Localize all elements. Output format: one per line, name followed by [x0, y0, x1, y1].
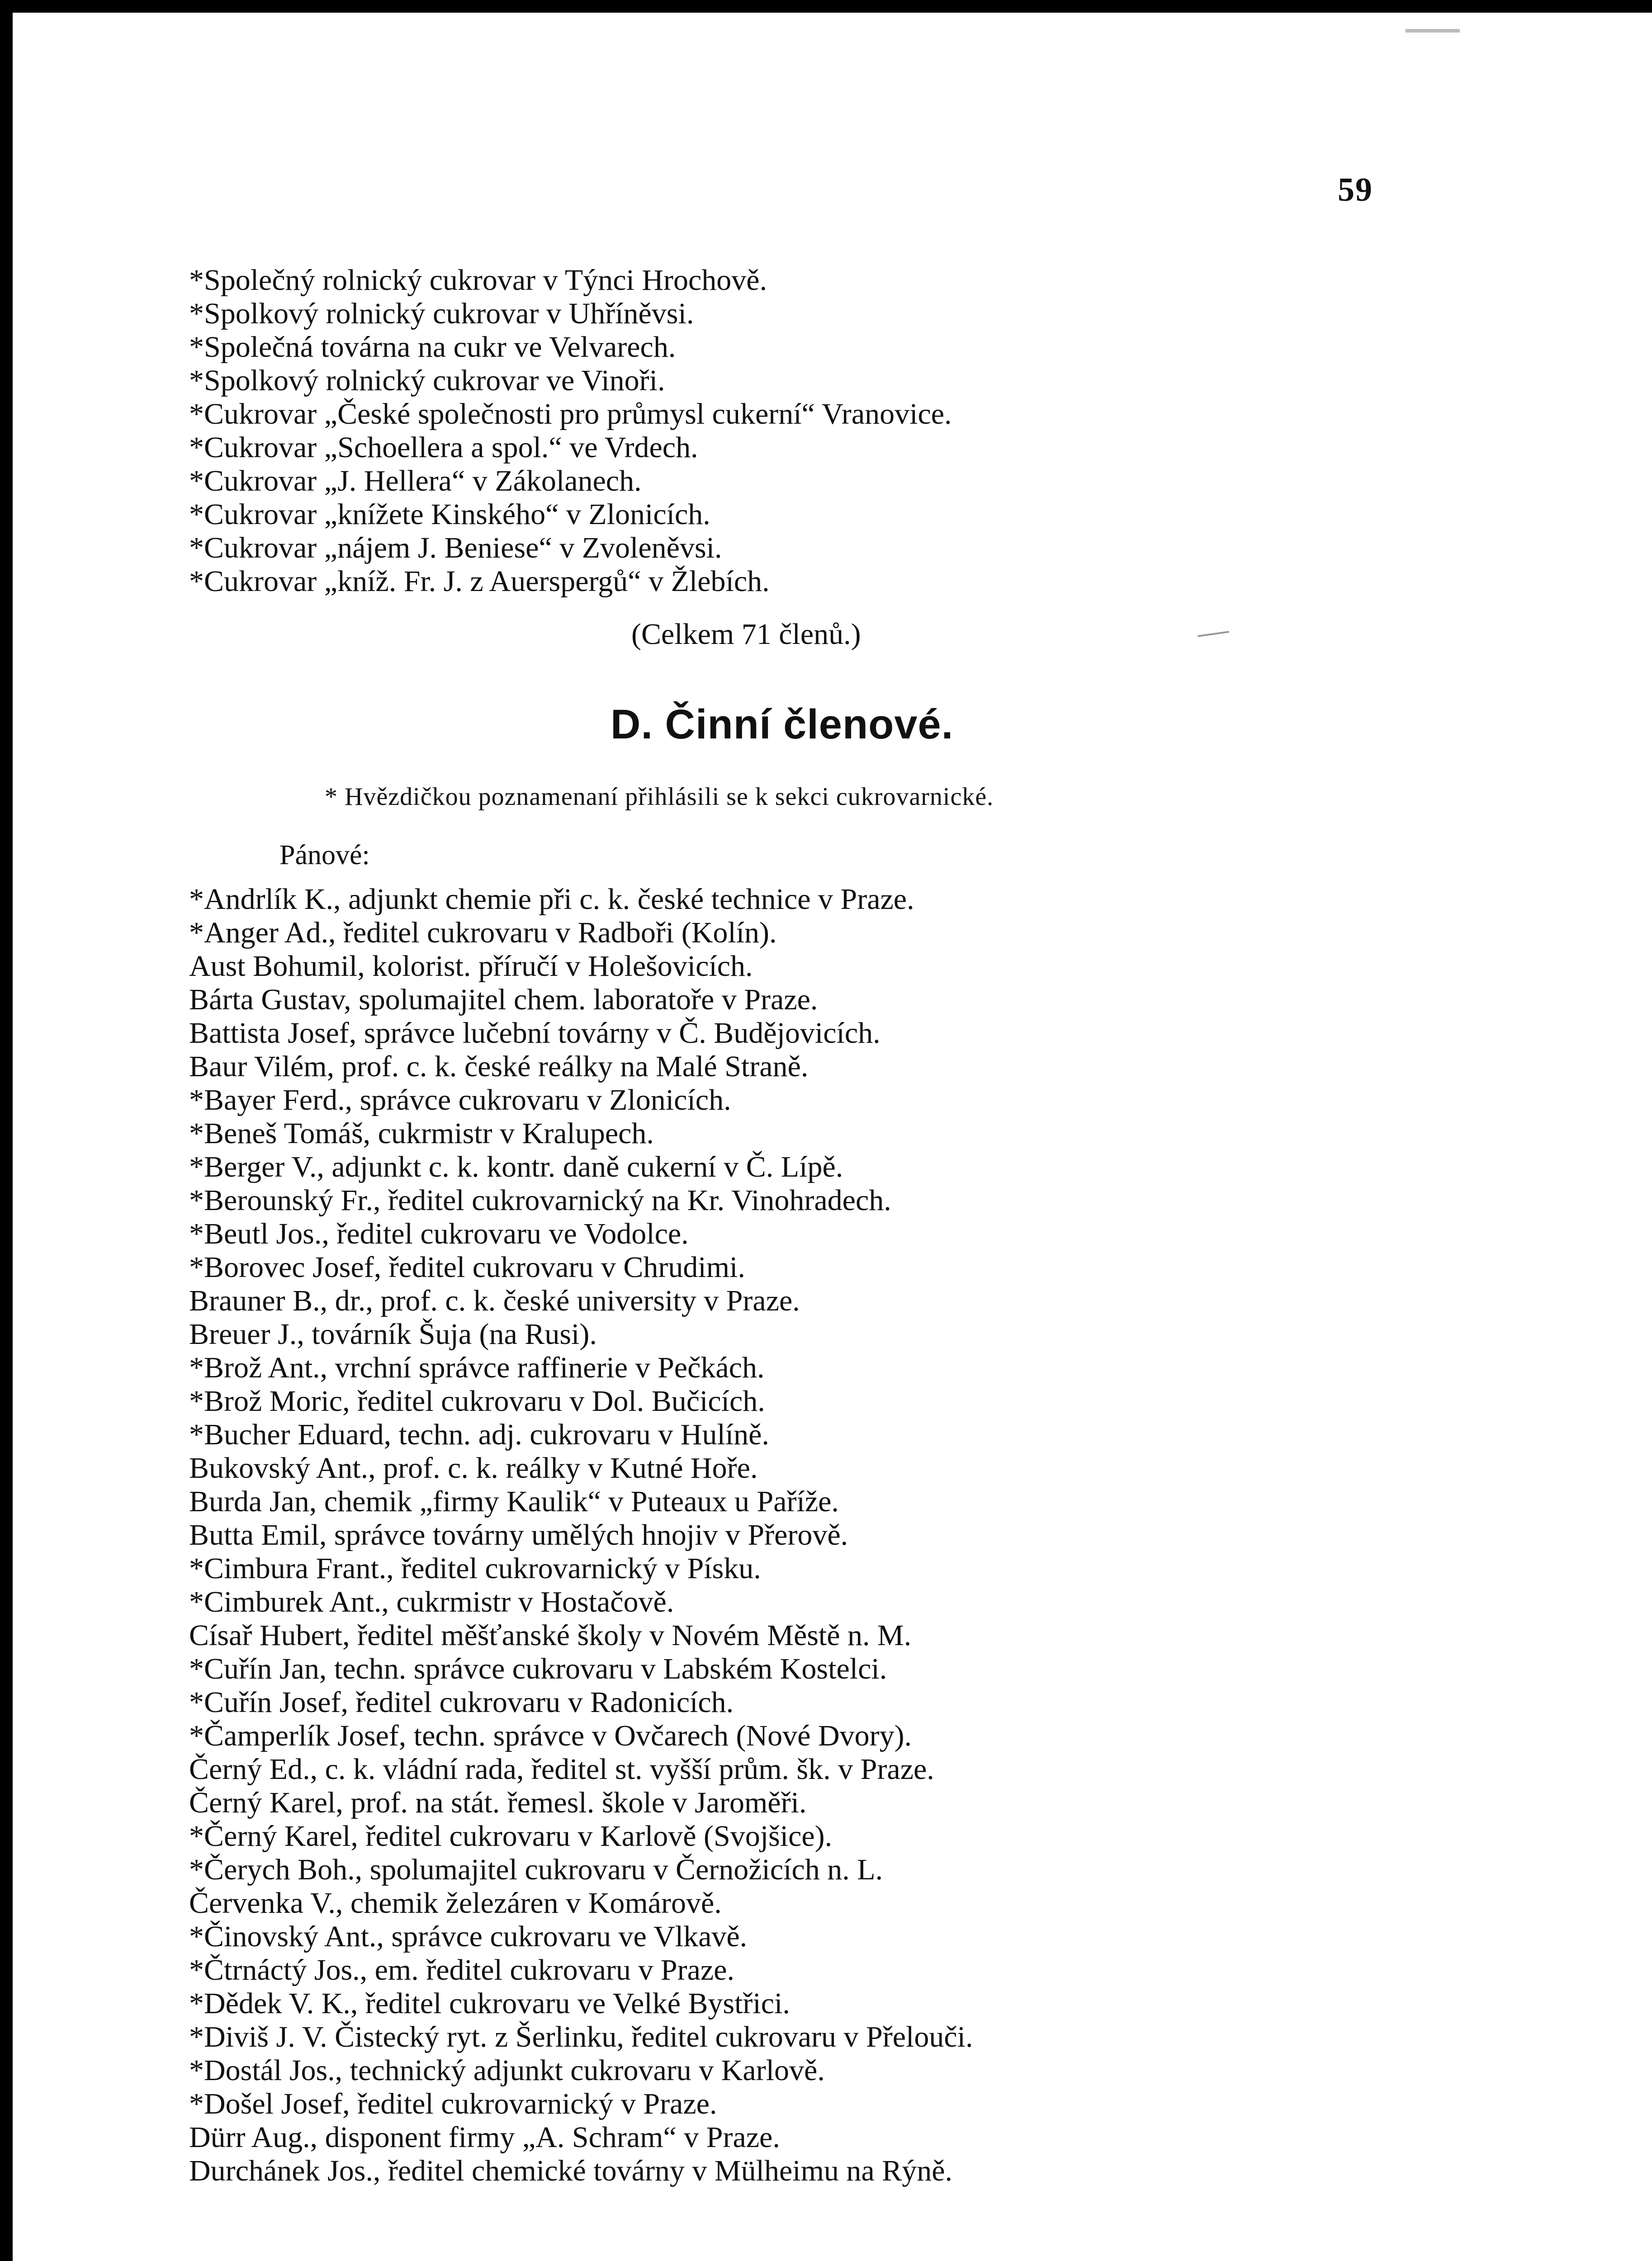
- member-list-item: *Čtrnáctý Jos., em. ředitel cukrovaru v Praze.: [189, 1954, 734, 1987]
- page-number: 59: [1338, 171, 1373, 208]
- member-list-item: *Diviš J. V. Čistecký ryt. z Šerlinku, ředitel cukrovaru v Přelouči.: [189, 2020, 973, 2053]
- member-list-item: *Beutl Jos., ředitel cukrovaru ve Vodolce.: [189, 1217, 689, 1250]
- member-list-item: Battista Josef, správce lučební továrny v Č. Budějovicích.: [189, 1017, 880, 1050]
- scan-smudge: [1198, 631, 1229, 637]
- scan-mark: [1406, 29, 1460, 33]
- company-list-item: *Cukrovar „kníž. Fr. J. z Auerspergů“ v Žlebích.: [189, 565, 770, 598]
- member-list-item: *Anger Ad., ředitel cukrovaru v Radboři (Kolín).: [189, 916, 777, 949]
- member-list-item: *Bayer Ferd., správce cukrovaru v Zlonicích.: [189, 1083, 731, 1116]
- company-list-item: *Spolkový rolnický cukrovar v Uhříněvsi.: [189, 297, 694, 330]
- member-list-item: *Činovský Ant., správce cukrovaru ve Vlkavě.: [189, 1920, 748, 1953]
- company-list-item: *Cukrovar „Schoellera a spol.“ ve Vrdech.: [189, 431, 698, 464]
- member-list-item: *Borovec Josef, ředitel cukrovaru v Chrudimi.: [189, 1251, 745, 1284]
- member-list-item: *Brož Moric, ředitel cukrovaru v Dol. Bučicích.: [189, 1385, 765, 1418]
- member-list-item: *Brož Ant., vrchní správce raffinerie v Pečkách.: [189, 1351, 765, 1384]
- member-list-item: Černý Karel, prof. na stát. řemesl. škole v Jaroměři.: [189, 1786, 807, 1819]
- member-list-item: Bukovský Ant., prof. c. k. reálky v Kutné Hoře.: [189, 1452, 758, 1485]
- member-list-item: *Cimburek Ant., cukrmistr v Hostačově.: [189, 1585, 674, 1618]
- company-list-item: *Cukrovar „J. Hellera“ v Zákolanech.: [189, 464, 642, 497]
- member-list-item: *Cimbura Frant., ředitel cukrovarnický v Písku.: [189, 1552, 761, 1585]
- company-list: [189, 264, 952, 598]
- company-list-item: *Spolkový rolnický cukrovar ve Vinoři.: [189, 364, 665, 397]
- company-list-item: *Cukrovar „knížete Kinského“ v Zlonicích.: [189, 498, 710, 531]
- member-list-item: *Došel Josef, ředitel cukrovarnický v Praze.: [189, 2087, 717, 2120]
- company-list-item: *Cukrovar „nájem J. Beniese“ v Zvoleněvsi.: [189, 531, 722, 564]
- member-list-item: *Berger V., adjunkt c. k. kontr. daně cukerní v Č. Lípě.: [189, 1150, 843, 1183]
- member-list-item: Aust Bohumil, kolorist. příručí v Holešovicích.: [189, 950, 753, 983]
- salutation: Pánové:: [279, 840, 370, 870]
- member-list-item: Breuer J., továrník Šuja (na Rusi).: [189, 1318, 597, 1351]
- member-list-item: Butta Emil, správce továrny umělých hnojiv v Přerově.: [189, 1518, 848, 1551]
- member-list-item: *Bucher Eduard, techn. adj. cukrovaru v Hulíně.: [189, 1418, 769, 1451]
- member-list-item: *Čerych Boh., spolumajitel cukrovaru v Černožicích n. L.: [189, 1853, 883, 1886]
- member-list-item: Císař Hubert, ředitel měšťanské školy v Novém Městě n. M.: [189, 1619, 912, 1652]
- section-heading: D. Činní členové.: [611, 701, 954, 747]
- member-list-item: *Cuřín Josef, ředitel cukrovaru v Radonicích.: [189, 1686, 734, 1719]
- company-list-item: *Společná továrna na cukr ve Velvarech.: [189, 331, 676, 364]
- member-list-item: *Čamperlík Josef, techn. správce v Ovčarech (Nové Dvory).: [189, 1719, 912, 1752]
- member-list-item: *Beneš Tomáš, cukrmistr v Kralupech.: [189, 1117, 654, 1150]
- member-list-item: Burda Jan, chemik „firmy Kaulik“ v Puteaux u Paříže.: [189, 1485, 839, 1518]
- company-list-item: *Společný rolnický cukrovar v Týnci Hrochově.: [189, 264, 767, 297]
- member-list-item: Černý Ed., c. k. vládní rada, ředitel st. vyšší prům. šk. v Praze.: [189, 1753, 934, 1786]
- member-list-item: *Dostál Jos., technický adjunkt cukrovaru v Karlově.: [189, 2054, 825, 2087]
- member-list-item: Dürr Aug., disponent firmy „A. Schram“ v Praze.: [189, 2121, 780, 2154]
- member-list-item: *Berounský Fr., ředitel cukrovarnický na Kr. Vinohradech.: [189, 1184, 891, 1217]
- member-list-item: Baur Vilém, prof. c. k. české reálky na Malé Straně.: [189, 1050, 809, 1083]
- member-count-summary: (Celkem 71 členů.): [631, 618, 861, 651]
- member-list-item: *Dědek V. K., ředitel cukrovaru ve Velké Bystřici.: [189, 1987, 790, 2020]
- member-list-item: Červenka V., chemik železáren v Komárově.: [189, 1887, 722, 1920]
- member-list-item: Durchánek Jos., ředitel chemické továrny v Mülheimu na Rýně.: [189, 2154, 953, 2187]
- member-list-item: *Andrlík K., adjunkt chemie při c. k. české technice v Praze.: [189, 883, 914, 916]
- member-list-item: *Cuřín Jan, techn. správce cukrovaru v Labském Kostelci.: [189, 1652, 887, 1685]
- member-list-item: *Černý Karel, ředitel cukrovaru v Karlově (Svojšice).: [189, 1820, 833, 1853]
- company-list-item: *Cukrovar „České společnosti pro průmysl cukerní“ Vranovice.: [189, 397, 952, 430]
- member-list-item: Brauner B., dr., prof. c. k. české university v Praze.: [189, 1284, 800, 1317]
- section-note: * Hvězdičkou poznamenaní přihlásili se k sekci cukrovarnické.: [325, 783, 994, 811]
- member-list-item: Bárta Gustav, spolumajitel chem. laboratoře v Praze.: [189, 983, 818, 1016]
- member-list: [189, 883, 973, 2188]
